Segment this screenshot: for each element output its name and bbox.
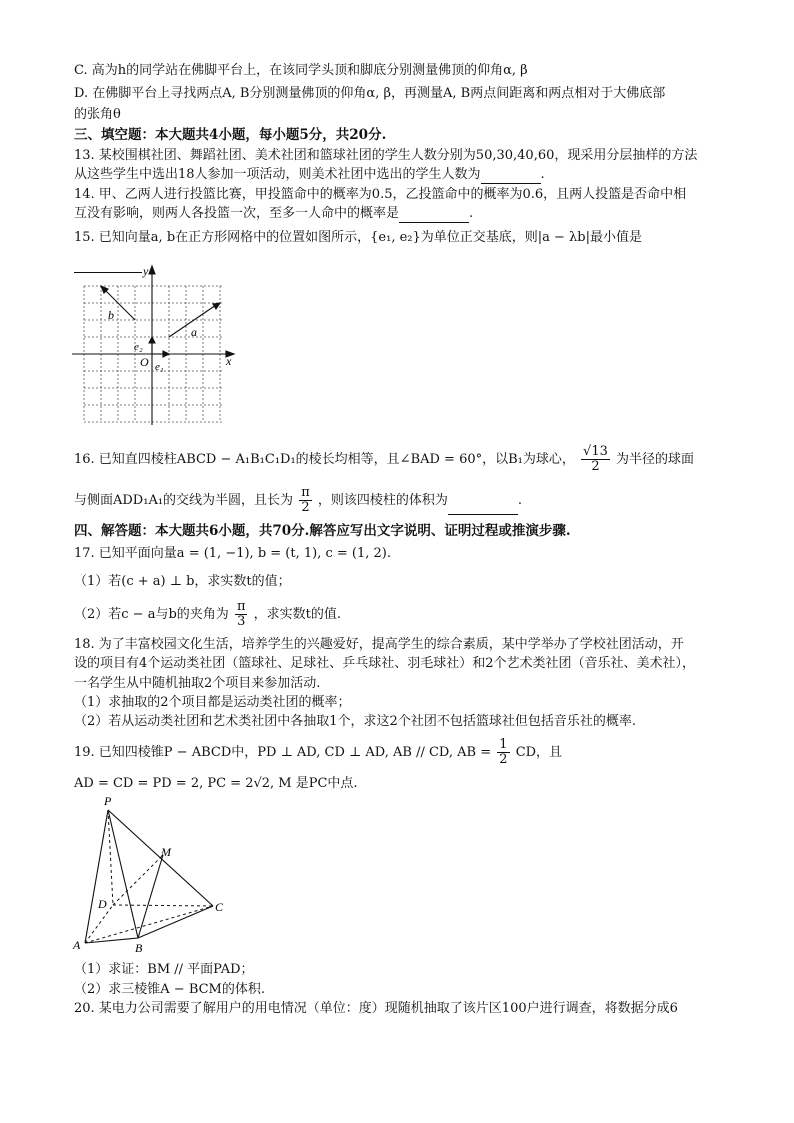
vector-e1 <box>152 351 169 357</box>
q14-line1: 14. 甲、乙两人进行投篮比赛，甲投篮命中的概率为0.5，乙投篮命中的概率为0.6，且两人投篮是否命中相 <box>74 187 687 202</box>
vector-e2-label: e₂ <box>134 341 143 353</box>
vector-b-label: b <box>108 308 114 322</box>
q18-line1: 18. 为了丰富校园文化生活，培养学生的兴趣爱好，提高学生的综合素质，某中学举办了学校社团活动，开 <box>74 637 684 652</box>
q17-part2b: ，求实数t的值. <box>253 607 341 622</box>
vector-a-label: a <box>191 325 197 339</box>
q15-grid-figure <box>70 262 240 427</box>
q19-stem-a: 19. 已知四棱锥P − ABCD中，PD ⊥ AD, CD ⊥ AD, AB // CD, AB = <box>74 745 492 760</box>
q16-length-fraction: $\frac{\pi}{2}$ <box>301 485 310 515</box>
q14-line2: 互没有影响，则两人各投篮一次，至多一人命中的概率是 . <box>74 206 474 221</box>
section-4-title: 四、解答题：本大题共6小题，共70分.解答应写出文字说明、证明过程或推演步骤. <box>74 523 571 539</box>
q18-part2: （2）若从运动类社团和艺术类社团中各抽取1个，求这2个社团不包括篮球社但包括音乐社的概率. <box>74 714 636 729</box>
q18-part1: （1）求抽取的2个项目都是运动类社团的概率； <box>74 695 351 710</box>
q13-line2-text: 从这些学生中选出18人参加一项活动，则美术社团中选出的学生人数为 <box>74 167 481 182</box>
q16-line2: 与侧面ADD₁A₁的交线为半圆，且长为 $\frac{\pi}{2}$ ，则该四棱柱的体积为 . <box>74 485 523 515</box>
q15-line1: 15. 已知向量a, b在正方形网格中的位置如图所示，{e₁, e₂}为单位正交基底，则|a − λb|最小值是 <box>74 230 642 245</box>
q19-stem <box>74 738 562 767</box>
q16-line1 <box>74 445 694 474</box>
vertex-c: C <box>215 900 224 914</box>
q13-line2: 从这些学生中选出18人参加一项活动，则美术社团中选出的学生人数为 . <box>74 167 545 182</box>
q20-line1: 20. 某电力公司需要了解用户的用电情况（单位：度）现随机抽取了该片区100户进行调查，将数据分成6 <box>74 1001 678 1016</box>
q17-angle-fraction: $\frac{\pi}{3}$ <box>236 599 246 629</box>
q19-line2: AD = CD = PD = 2, PC = 2√2, M 是PC中点. <box>74 776 358 791</box>
q16-answer-blank[interactable] <box>448 500 518 515</box>
vertex-m: M <box>161 845 171 859</box>
q16-line2a: 与侧面ADD₁A₁的交线为半圆，且长为 <box>74 493 294 508</box>
q19-part2: （2）求三棱锥A − BCM的体积. <box>74 982 266 997</box>
vector-e1-label: e₁ <box>155 361 164 373</box>
y-axis-label: y <box>143 264 149 278</box>
q17-part1: （1）若(c + a) ⊥ b，求实数t的值； <box>74 574 291 589</box>
q19-part1: （1）求证：BM // 平面PAD； <box>74 962 254 977</box>
vertex-p: P <box>104 794 112 808</box>
q14-answer-blank[interactable] <box>399 208 469 223</box>
q16-radius-fraction: $\frac{√13}{2}$ <box>583 444 608 474</box>
q17-part2 <box>74 600 341 629</box>
q14-line2-text: 互没有影响，则两人各投篮一次，至多一人命中的概率是 <box>74 206 400 221</box>
q17-stem: 17. 已知平面向量a = (1, −1), b = (t, 1), c = (1, 2). <box>74 546 391 561</box>
origin-label: O <box>140 355 149 369</box>
q16-line2b: ，则该四棱柱的体积为 <box>317 493 448 508</box>
q19-half-fraction: $\frac{1}{2}$ <box>499 737 508 767</box>
q19-pyramid-figure <box>68 792 238 960</box>
q19-stem-b: CD，且 <box>515 745 563 760</box>
q16-part2: 为半径的球面 <box>616 452 695 467</box>
q18-line2: 设的项目有4个运动类社团（篮球社、足球社、乒乓球社、羽毛球社）和2个艺术类社团（音乐社、美术社）， <box>74 656 696 671</box>
q13-line1: 13. 某校围棋社团、舞蹈社团、美术社团和篮球社团的学生人数分别为50,30,40,60，现采用分层抽样的方法 <box>74 148 698 163</box>
x-axis-label: x <box>226 354 232 368</box>
option-c: C. 高为h的同学站在佛脚平台上，在该同学头顶和脚底分别测量佛顶的仰角α, β <box>74 63 528 78</box>
pyramid-solid-edges <box>85 810 213 943</box>
q17-part2a: （2）若c − a与b的夹角为 <box>74 607 229 622</box>
vertex-b: B <box>135 941 143 955</box>
option-d-line1: D. 在佛脚平台上寻找两点A, B分别测量佛顶的仰角α, β，再测量A, B两点间距离和两点相对于大佛底部 <box>74 86 666 101</box>
vertex-d: D <box>98 897 107 911</box>
axes <box>72 266 234 425</box>
option-d-line2: 的张角θ <box>74 107 121 122</box>
q18-line3: 一名学生从中随机抽取2个项目来参加活动. <box>74 676 321 691</box>
vertex-a: A <box>73 938 81 952</box>
vector-e2 <box>149 337 155 354</box>
q16-part1: 16. 已知直四棱柱ABCD − A₁B₁C₁D₁的棱长均相等，且∠BAD = 60°，以B₁为球心， <box>74 452 575 467</box>
q13-answer-blank[interactable] <box>481 169 541 184</box>
section-3-title: 三、填空题：本大题共4小题，每小题5分，共20分. <box>74 127 387 143</box>
